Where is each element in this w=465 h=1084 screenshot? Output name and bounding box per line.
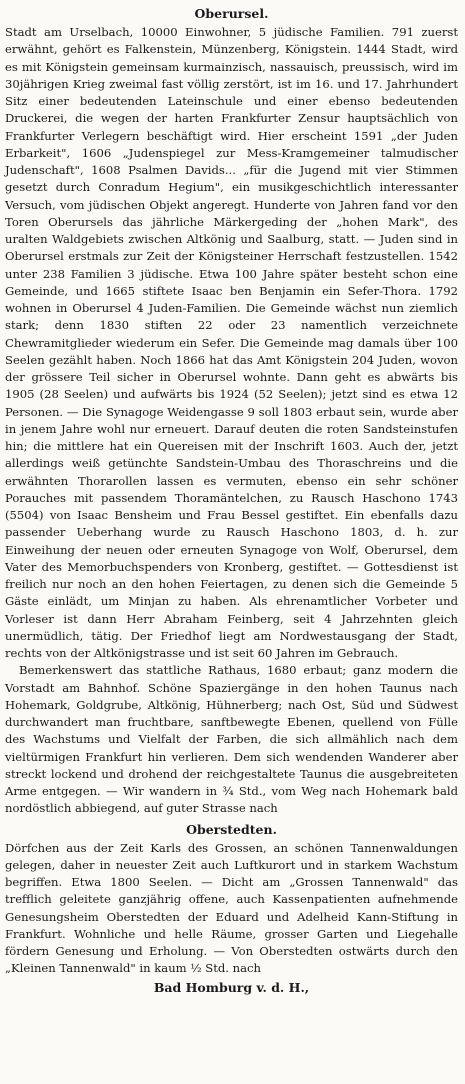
section-heading-oberstedten: Oberstedten. (186, 821, 277, 837)
section-heading-oberursel: Oberursel. (194, 6, 269, 21)
paragraph-oberursel-history: Stadt am Urselbach, 10000 Einwohner, 5 jüdische Familien. 791 zuerst erwähnt, gehört es Falkenstein, Münzenberg, Königstein. 1444 Stadt, wird es mit Königstein gemeinsam kurmainzisch, nassauisch, preussisch, wird im 30jährigen Krieg zweimal fast völlig zerstört, ist im 16. und 17. Jahrhundert Sitz einer bedeutenden Lateinschule und einer ebenso bedeutenden Druckerei, die wegen der harten Frankfurter Zensur hauptsächlich von Frankfurter Verlegern beschäftigt wird. Hier erscheint 1591 „der Juden Erbarkeit", 1606 „Judenspiegel zur Mess-Kramgemeiner talmudischer Judenschaft", 1608 Psalmen Davids... „für die Jugend mit vier Stimmen gesetzt durch Conradum Hegium", ein musikgeschichtlich interessanter Versuch, vom jüdischen Objekt angeregt. Hunderte von Jahren fand vor den Toren Oberursels das jährliche Märkergeding der „hohen Mark", des uralten Waldgebiets zwischen Altkönig und Saalburg, statt. — Juden sind in Oberursel erstmals zur Zeit der Königsteiner Herrschaft festzustellen. 1542 unter 238 Familien 3 jüdische. Etwa 100 Jahre später besteht schon eine Gemeinde, und 1665 stiftete Isaac ben Benjamin ein Sefer-Thora. 1792 wohnen in Oberursel 4 Juden-Familien. Die Gemeinde wächst nun ziemlich stark; denn 1830 stiften 22 oder 23 namentlich verzeichnete Chewramitglieder wiederum ein Sefer. Die Gemeinde mag damals über 100 Seelen gezählt haben. Noch 1866 hat das Amt Königstein 204 Juden, wovon der grössere Teil sicher in Oberursel wohnte. Dann geht es abwärts bis 1905 (28 Seelen) und aufwärts bis 1924 (52 Seelen); jetzt sind es etwa 12 Personen. — Die Synagoge Weidengasse 9 soll 1803 erbaut sein, wurde aber in jenem Jahre wohl nur erneuert. Darauf deuten die roten Sandsteinstufen hin; die mittlere hat ein Quereisen mit der Inschrift 1603. Auch der, jetzt allerdings weiß getünchte Sandstein-Umbau des Thoraschreins und die erwähnten Thorarollen lassen es vermuten, ebenso ein sehr schöner Porauches mit passendem Thoramäntelchen, zu Rausch Haschono 1743 (5504) von Isaac Bensheim und Frau Bessel gestiftet. Ein ebenfalls dazu passender Ueberhang wurde zu Rausch Haschono 1803, d. h. zur Einweihung der neuen oder erneuten Synagoge von Wolf, Oberursel, dem Vater des Memorbuchspenders von Kronberg, gestiftet. — Gottesdienst ist freilich nur noch an den hohen Feiertagen, zu denen sich die Gemeinde 5 Gäste einlädt, um Minjan zu haben. Als ehrenamtlicher Vorbeter und Vorleser ist dann Herr Abraham Feinberg, seit 4 Jahrzehnten gleich unermüdlich, tätig. Der Friedhof liegt am Nordwestausgang der Stadt, rechts von der Altkönigstrasse und ist seit 60 Jahren im Gebrauch. (5, 25, 458, 660)
section-heading-bad-homburg: Bad Homburg v. d. H., (153, 979, 310, 995)
paragraph-oberursel-sights: Bemerkenswert das stattliche Rathaus, 1680 erbaut; ganz modern die Vorstadt am Bahnhof. Schöne Spaziergänge in den hohen Taunus nach Hohemark, Goldgrube, Altkönig, Hühnerberg; nach Ost, Süd und Südwest durchwandert man fruchtbare, sanftbewegte Ebenen, quellend von Fülle des Wachstums und Vielfalt der Farben, die sich allmählich nach dem vieltürmigen Frankfurt hin verlieren. Dem sich wendenden Wanderer aber streckt lockend und drohend der reichgestaltete Taunus die ausgebreiteten Arme entgegen. — Wir wandern in ¾ Std., vom Weg nach Hohemark bald nordöstlich abbiegend, auf guter Strasse nach (5, 663, 458, 816)
paragraph-oberstedten: Dörfchen aus der Zeit Karls des Grossen, an schönen Tannenwaldungen gelegen, daher in neuester Zeit auch Luftkurort und in starkem Wachstum begriffen. Etwa 1800 Seelen. — Dicht am „Grossen Tannenwald" das trefflich geleitete ganzjährig offene, auch Kassenpatienten aufnehmende Genesungsheim Oberstedten der Eduard und Adelheid Kann-Stiftung in Frankfurt. Wohnliche und helle Räume, grosser Garten und Liegehalle fördern Genesung und Erholung. — Von Oberstedten ostwärts durch den „Kleinen Tannenwald" in kaum ½ Std. nach (5, 840, 458, 976)
